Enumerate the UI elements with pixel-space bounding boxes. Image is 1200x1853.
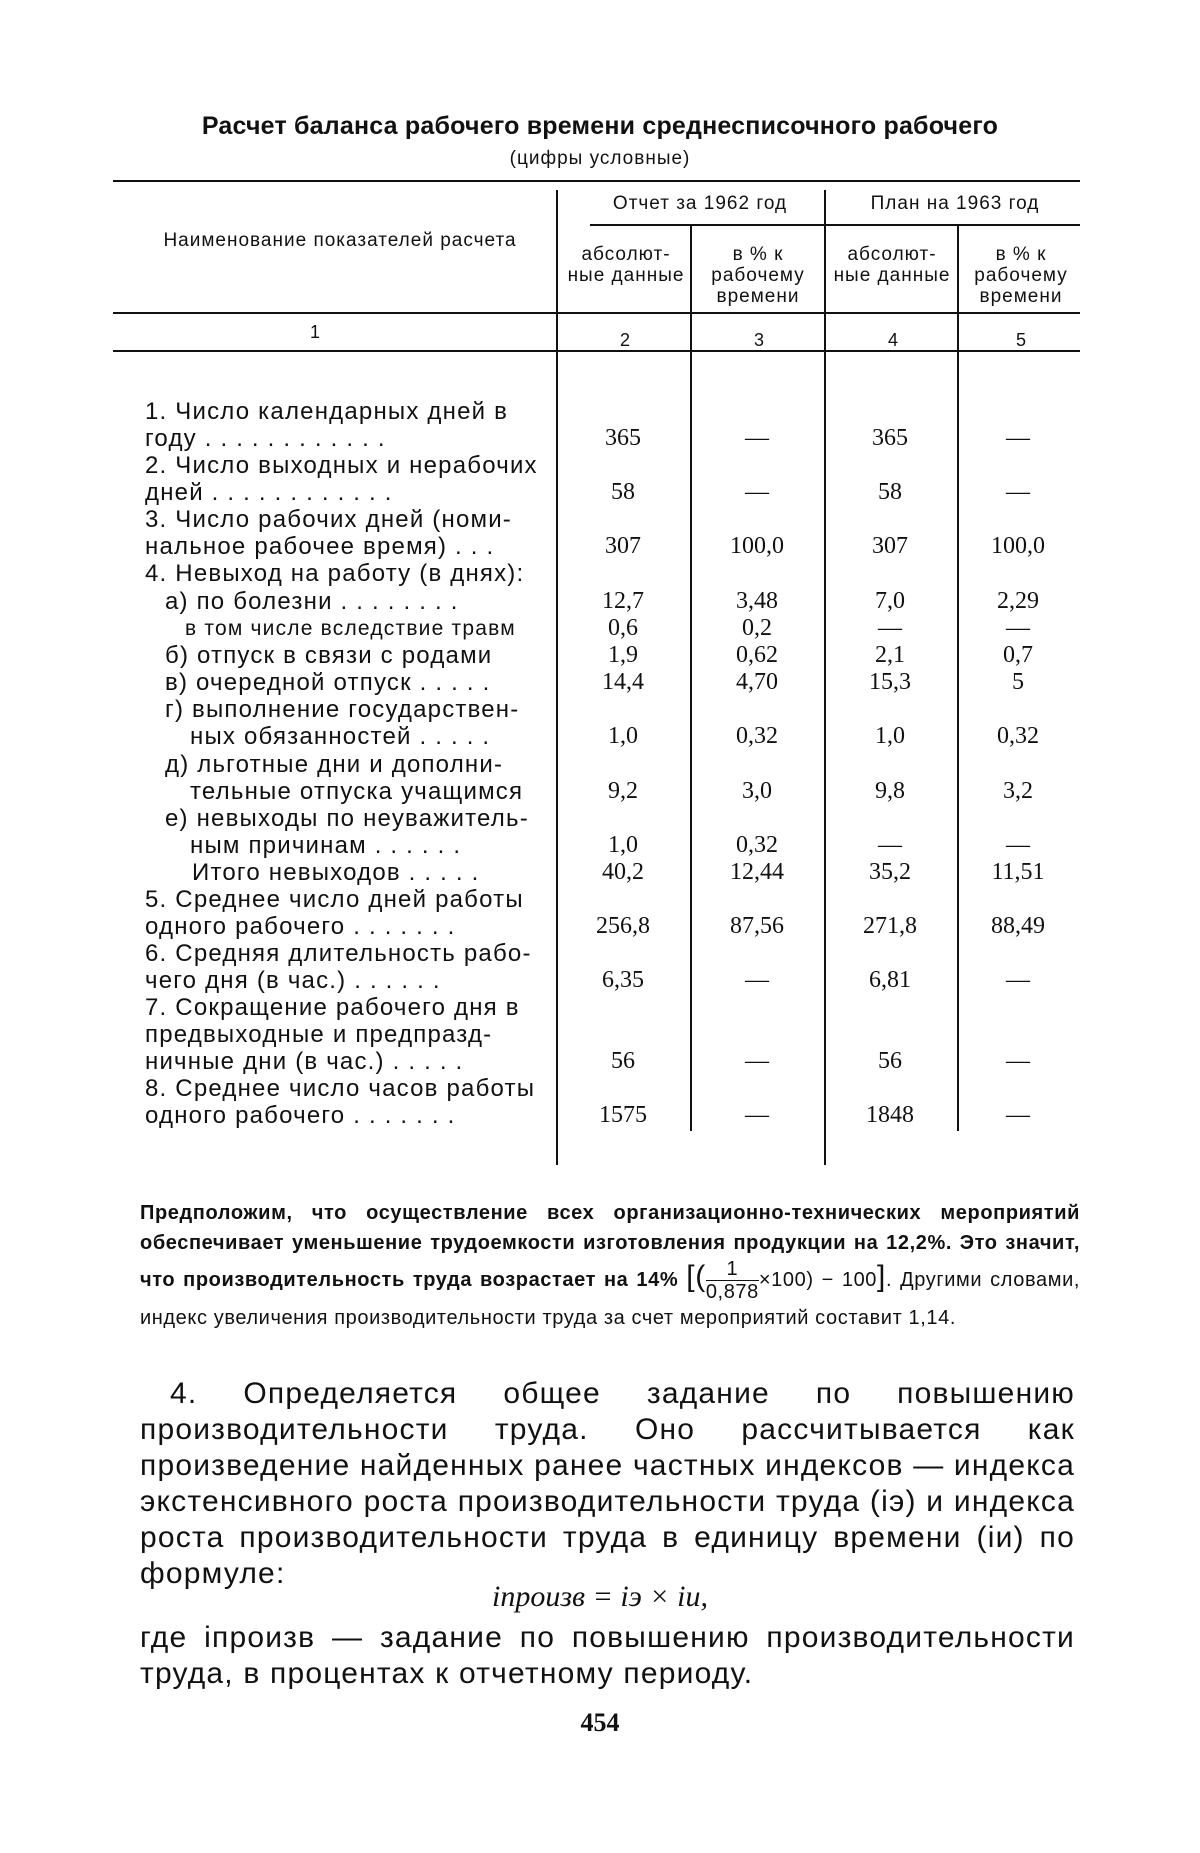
- table-title: Расчет баланса рабочего времени среднесписочного рабочего: [201, 112, 999, 140]
- col-number: 3: [753, 330, 764, 350]
- table-cell: 7,0: [875, 588, 905, 614]
- table-cell: 271,8: [863, 913, 917, 939]
- subheader-pct-1963: в % к рабочему времени: [974, 244, 1068, 307]
- subheader-pct-1962: в % к рабочему времени: [711, 244, 805, 307]
- paragraph-task: 4. Определяется общее задание по повышению производительности труда. Оно рассчитывается как произведение найденных ранее частных индексов — индекса экстенсивного роста производительности труда (iэ) и индекса роста производительности труда в единицу времени (iи) по формуле:: [140, 1377, 1075, 1590]
- table-row: 7. Сокращение рабочего дня в предвыходные и предпразд- ничные дни (в час.) . . . . .: [145, 994, 520, 1075]
- table-cell: 9,2: [608, 778, 638, 804]
- table-row: в том числе вследствие травм: [185, 617, 516, 640]
- table-cell: 0,7: [1003, 642, 1033, 668]
- header-plan-1963: План на 1963 год: [870, 193, 1040, 214]
- table-cell: 256,8: [596, 913, 650, 939]
- table-cell: —: [745, 425, 769, 451]
- table-cell: 3,48: [736, 588, 778, 614]
- table-cell: —: [1006, 1102, 1030, 1128]
- table-row: б) отпуск в связи с родами: [165, 642, 493, 669]
- table-cell: 307: [872, 533, 908, 559]
- table-row: 3. Число рабочих дней (номи- нальное рабочее время) . . .: [145, 506, 512, 560]
- table-cell: 88,49: [991, 913, 1045, 939]
- table-cell: 1,0: [608, 723, 638, 749]
- table-cell: 1,0: [875, 723, 905, 749]
- page-number: 454: [580, 1708, 620, 1737]
- table-row: 2. Число выходных и нерабочих дней . . . . . . . . . . . .: [145, 452, 538, 506]
- table-row: Итого невыходов . . . . .: [192, 859, 480, 886]
- table-cell: 1575: [599, 1102, 647, 1128]
- paragraph-productivity: Предположим, что осуществление всех организационно-технических мероприятий обеспечивает уменьшение трудоемкости изготовления продукции на 12,2%. Это значит, что производительность труда возрастает на 14% [( $\frac{1}{0,878}$ ×100) − 100]. Другими словами, индекс увеличения производительности труда за счет мероприятий составит 1,14.: [140, 1202, 1080, 1329]
- table-cell: 12,44: [730, 859, 784, 885]
- table-row: г) выполнение государствен- ных обязанностей . . . . .: [165, 696, 520, 750]
- table-cell: —: [745, 479, 769, 505]
- table-cell: 0,32: [736, 832, 778, 858]
- col-number: 1: [309, 322, 320, 342]
- table-cell: —: [1006, 479, 1030, 505]
- table-cell: 0,32: [736, 723, 778, 749]
- table-row: 5. Среднее число дней работы одного рабочего . . . . . . .: [145, 886, 524, 940]
- table-cell: 14,4: [602, 669, 644, 695]
- table-cell: 1,9: [608, 642, 638, 668]
- table-cell: —: [1006, 832, 1030, 858]
- col-number: 4: [887, 330, 898, 350]
- table-cell: 5: [1012, 669, 1024, 695]
- table-cell: 2,1: [875, 642, 905, 668]
- table-cell: 9,8: [875, 778, 905, 804]
- table-cell: —: [1006, 1048, 1030, 1074]
- table-row: 6. Средняя длительность рабо- чего дня (в час.) . . . . . .: [145, 940, 532, 994]
- table-cell: 0,62: [736, 642, 778, 668]
- table-cell: —: [1006, 425, 1030, 451]
- table-cell: 12,7: [602, 588, 644, 614]
- table-row: 1. Число календарных дней в году . . . . . . . . . . . .: [145, 398, 509, 452]
- header-report-1962: Отчет за 1962 год: [612, 193, 788, 214]
- table-cell: 1848: [866, 1102, 914, 1128]
- table-top-rule: [113, 180, 1080, 182]
- col-number: 5: [1015, 330, 1026, 350]
- table-cell: 40,2: [602, 859, 644, 885]
- header-bottom-rule: [113, 312, 1080, 314]
- table-row: в) очередной отпуск . . . . .: [165, 669, 491, 696]
- table-cell: 15,3: [869, 669, 911, 695]
- productivity-formula: iпроизв = iэ × iи,: [492, 1580, 708, 1613]
- table-cell: 0,32: [997, 723, 1039, 749]
- table-cell: 58: [611, 479, 635, 505]
- table-cell: 0,2: [742, 615, 772, 641]
- table-cell: 307: [605, 533, 641, 559]
- table-cell: 3,0: [742, 778, 772, 804]
- table-cell: 11,51: [991, 859, 1045, 885]
- col-divider-3: [824, 190, 826, 1165]
- table-row: д) льготные дни и дополни- тельные отпуска учащимся: [165, 751, 524, 805]
- table-cell: —: [1006, 615, 1030, 641]
- col-divider-2: [690, 226, 692, 1131]
- subheader-abs-1962: абсолют-ные данные: [567, 244, 685, 286]
- table-cell: 56: [878, 1048, 902, 1074]
- table-cell: 56: [611, 1048, 635, 1074]
- table-cell: 6,81: [869, 967, 911, 993]
- table-row: е) невыходы по неуважитель- ным причинам . . . . . .: [165, 805, 529, 859]
- table-cell: 100,0: [991, 533, 1045, 559]
- table-cell: 3,2: [1003, 778, 1033, 804]
- table-cell: 365: [605, 425, 641, 451]
- table-cell: —: [878, 615, 902, 641]
- table-cell: 58: [878, 479, 902, 505]
- table-cell: 100,0: [730, 533, 784, 559]
- table-subtitle: (цифры условные): [509, 148, 691, 169]
- table-cell: 87,56: [730, 913, 784, 939]
- table-cell: 365: [872, 425, 908, 451]
- table-cell: 2,29: [997, 588, 1039, 614]
- table-row: 4. Невыход на работу (в днях):: [145, 560, 525, 587]
- header-indicator-name: Наименование показателей расчета: [163, 230, 517, 251]
- table-cell: 6,35: [602, 967, 644, 993]
- table-cell: —: [1006, 967, 1030, 993]
- table-cell: 1,0: [608, 832, 638, 858]
- fraction: $\frac{1}{0,878}$: [705, 1258, 759, 1303]
- table-row: 8. Среднее число часов работы одного рабочего . . . . . . .: [145, 1075, 536, 1129]
- col-number: 2: [619, 330, 630, 350]
- table-cell: —: [745, 967, 769, 993]
- subheader-abs-1963: абсолют-ные данные: [833, 244, 951, 286]
- table-cell: —: [878, 832, 902, 858]
- table-cell: 35,2: [869, 859, 911, 885]
- table-row: а) по болезни . . . . . . . .: [165, 588, 459, 615]
- paragraph-definition: где iпроизв — задание по повышению производительности труда, в процентах к отчетному периоду.: [140, 1621, 1075, 1690]
- table-cell: 4,70: [736, 669, 778, 695]
- table-cell: —: [745, 1102, 769, 1128]
- table-cell: —: [745, 1048, 769, 1074]
- header-group-rule: [590, 224, 1080, 226]
- table-cell: 0,6: [608, 615, 638, 641]
